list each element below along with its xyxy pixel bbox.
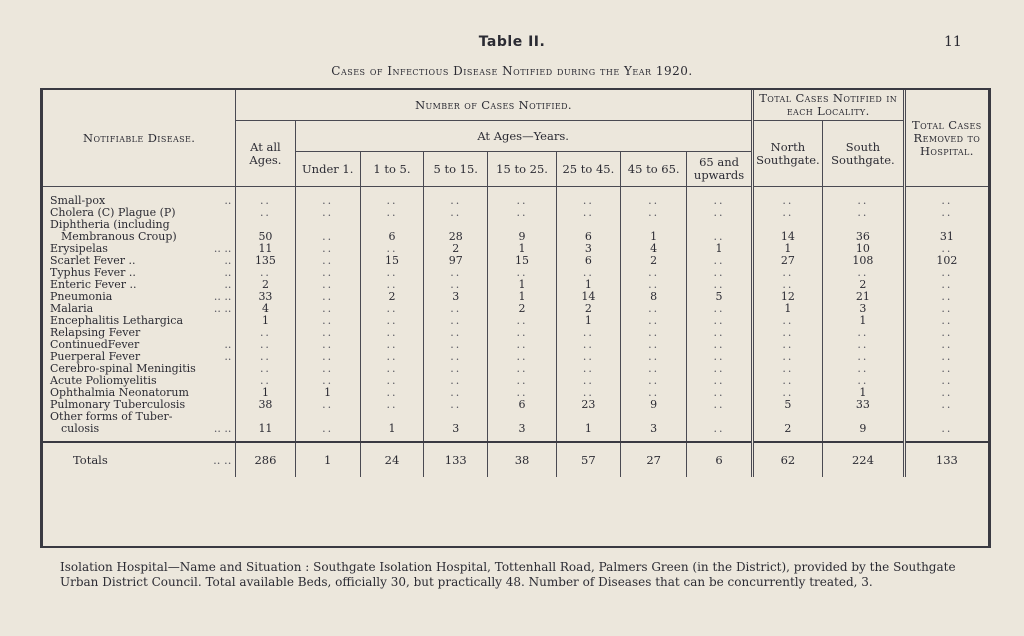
table-cell: .. <box>904 279 988 291</box>
header-age-band: Under 1. <box>295 152 360 187</box>
table-cell: .. <box>295 255 360 267</box>
table-cell: .. <box>488 387 556 399</box>
table-cell: .. <box>424 315 488 327</box>
table-cell: .. <box>904 375 988 387</box>
table-title: Table II. <box>478 34 546 50</box>
table-cell: 3 <box>424 291 488 303</box>
table-row <box>43 187 988 208</box>
table-cell: 1 <box>488 243 556 255</box>
table-cell: 11 <box>236 423 295 442</box>
table-cell: .. <box>687 255 752 267</box>
table-cell: 1 <box>556 279 620 291</box>
table-cell: .. <box>904 207 988 219</box>
totals-cell: 1 <box>295 442 360 477</box>
totals-cell: 286 <box>236 442 295 477</box>
table-row <box>43 243 988 255</box>
table-cell: .. <box>424 351 488 363</box>
table-row <box>43 399 988 411</box>
disease-name: Relapsing Fever <box>50 327 141 339</box>
table-cell: .. <box>621 375 687 387</box>
table-cell: .. <box>236 327 295 339</box>
table-cell: .. <box>621 315 687 327</box>
table-cell: .. <box>360 351 423 363</box>
table-cell: 2 <box>823 279 905 291</box>
table-cell: 31 <box>904 231 988 243</box>
totals-cell: 27 <box>621 442 687 477</box>
table-cell: .. <box>752 279 822 291</box>
table-cell: .. <box>488 351 556 363</box>
table-cell: .. <box>360 207 423 219</box>
table-cell <box>823 411 905 423</box>
header-age-band: 25 to 45. <box>556 152 620 187</box>
table-cell: .. <box>424 187 488 208</box>
table-cell: .. <box>360 399 423 411</box>
table-cell: .. <box>295 315 360 327</box>
totals-cell: 224 <box>823 442 905 477</box>
table-cell: .. <box>752 327 822 339</box>
table-cell: .. <box>621 267 687 279</box>
header-number-notified: Number of Cases Notified. <box>236 90 752 121</box>
header-at-ages: At Ages—Years. <box>295 121 752 152</box>
table-cell: .. <box>752 339 822 351</box>
table-cell: 1 <box>295 387 360 399</box>
table-cell: .. <box>556 387 620 399</box>
table-cell: .. <box>424 387 488 399</box>
table-row <box>43 315 988 327</box>
header-age-band: 45 to 65. <box>621 152 687 187</box>
header-all-ages: At all Ages. <box>236 121 295 187</box>
table-cell: .. <box>687 327 752 339</box>
totals-cell: 38 <box>488 442 556 477</box>
table-cell: .. <box>904 387 988 399</box>
table-cell <box>295 411 360 423</box>
table-cell: 23 <box>556 399 620 411</box>
disease-name: Diphtheria (including <box>50 219 170 231</box>
disease-name: Small-pox .. <box>50 194 232 207</box>
disease-name: Pneumonia .. .. <box>50 291 232 303</box>
table-cell: 3 <box>621 423 687 442</box>
table-cell: .. <box>424 267 488 279</box>
table-cell: 1 <box>236 315 295 327</box>
table-cell: .. <box>488 187 556 208</box>
table-cell: 2 <box>488 303 556 315</box>
table-cell: .. <box>488 207 556 219</box>
table-cell: .. <box>904 315 988 327</box>
table-cell: .. <box>621 351 687 363</box>
table-cell: .. <box>904 303 988 315</box>
table-cell: .. <box>295 399 360 411</box>
totals-cell: 57 <box>556 442 620 477</box>
totals-cell: 6 <box>687 442 752 477</box>
header-age-band: 65 and upwards <box>687 152 752 187</box>
table-cell: .. <box>360 363 423 375</box>
table-cell: .. <box>621 303 687 315</box>
table-cell: 14 <box>752 231 822 243</box>
table-cell: .. <box>687 267 752 279</box>
table-row <box>43 207 988 219</box>
disease-name: ContinuedFever .. <box>50 339 232 351</box>
table-cell: 1 <box>752 243 822 255</box>
disease-name: Membranous Croup) <box>61 231 177 243</box>
table-cell: .. <box>424 327 488 339</box>
table-cell: 97 <box>424 255 488 267</box>
table-cell <box>687 411 752 423</box>
disease-name: Cerebro-spinal Meningitis <box>50 363 196 375</box>
table-cell: .. <box>488 315 556 327</box>
table-cell: .. <box>752 315 822 327</box>
table-cell: 1 <box>488 291 556 303</box>
table-cell: 15 <box>488 255 556 267</box>
table-cell: .. <box>904 363 988 375</box>
table-cell: .. <box>556 267 620 279</box>
table-cell: .. <box>360 375 423 387</box>
table-cell <box>556 411 620 423</box>
table-cell <box>904 411 988 423</box>
header-age-band: 15 to 25. <box>488 152 556 187</box>
table-cell: 10 <box>823 243 905 255</box>
table-row <box>43 219 988 231</box>
table-cell: .. <box>621 327 687 339</box>
table-cell: .. <box>295 291 360 303</box>
table-cell: .. <box>424 363 488 375</box>
table-cell: .. <box>556 363 620 375</box>
table-cell: 3 <box>488 423 556 442</box>
header-locality: Total Cases Notified in each Locality. <box>752 90 904 121</box>
table-cell: 2 <box>621 255 687 267</box>
table-row <box>43 423 988 442</box>
table-cell <box>295 219 360 231</box>
disease-table <box>40 88 991 548</box>
table-cell: 27 <box>752 255 822 267</box>
table-cell: .. <box>424 207 488 219</box>
disease-name: Other forms of Tuber- <box>50 411 173 423</box>
table-cell: 14 <box>556 291 620 303</box>
table-cell: .. <box>621 279 687 291</box>
table-cell: .. <box>752 363 822 375</box>
table-cell: .. <box>360 387 423 399</box>
table-cell: .. <box>236 207 295 219</box>
table-cell: .. <box>488 363 556 375</box>
table-cell: 135 <box>236 255 295 267</box>
table-cell: .. <box>488 375 556 387</box>
table-cell: 1 <box>236 387 295 399</box>
table-row <box>43 255 988 267</box>
table-cell: 6 <box>360 231 423 243</box>
header-north: North Southgate. <box>752 121 822 187</box>
totals-cell: 133 <box>424 442 488 477</box>
page-number: 11 <box>944 34 962 50</box>
table-row <box>43 411 988 423</box>
table-cell: .. <box>621 387 687 399</box>
table-cell <box>752 411 822 423</box>
disease-name: Typhus Fever .. .. <box>50 267 232 279</box>
disease-name: Erysipelas .. .. <box>50 243 232 255</box>
table-cell: .. <box>621 207 687 219</box>
disease-name: Scarlet Fever .. .. <box>50 255 232 267</box>
table-cell <box>621 411 687 423</box>
table-cell: .. <box>904 187 988 208</box>
table-cell: .. <box>904 399 988 411</box>
table-cell: 1 <box>823 387 905 399</box>
table-cell: .. <box>236 339 295 351</box>
table-row <box>43 339 988 351</box>
table-cell: 2 <box>556 303 620 315</box>
table-cell: .. <box>424 279 488 291</box>
header-disease: Notifiable Disease. <box>43 90 236 187</box>
table-cell: .. <box>687 303 752 315</box>
table-cell <box>360 219 423 231</box>
table-cell: .. <box>488 267 556 279</box>
table-cell: 2 <box>360 291 423 303</box>
table-cell <box>236 411 295 423</box>
table-cell: .. <box>621 187 687 208</box>
disease-name: Puerperal Fever .. <box>50 351 232 363</box>
table-cell: 6 <box>488 399 556 411</box>
table-row <box>43 327 988 339</box>
table-cell: .. <box>687 339 752 351</box>
table-cell: .. <box>236 351 295 363</box>
table-cell: 12 <box>752 291 822 303</box>
table-cell: .. <box>904 243 988 255</box>
totals-cell: 62 <box>752 442 822 477</box>
table-cell: 50 <box>236 231 295 243</box>
table-cell: .. <box>556 339 620 351</box>
table-cell: .. <box>687 231 752 243</box>
disease-name: culosis .. .. <box>43 423 236 442</box>
table-cell: .. <box>360 187 423 208</box>
table-row <box>43 387 988 399</box>
table-cell: 1 <box>360 423 423 442</box>
table-cell: .. <box>360 243 423 255</box>
totals-cell: 24 <box>360 442 423 477</box>
table-cell: .. <box>687 363 752 375</box>
table-cell: .. <box>295 375 360 387</box>
table-cell: 1 <box>556 315 620 327</box>
table-cell: 1 <box>556 423 620 442</box>
totals-label: Totals .. .. <box>73 453 232 467</box>
table-cell: 5 <box>687 291 752 303</box>
table-cell: 1 <box>752 303 822 315</box>
table-cell: .. <box>295 423 360 442</box>
table-cell: .. <box>752 387 822 399</box>
table-cell: 28 <box>424 231 488 243</box>
table-cell: .. <box>488 327 556 339</box>
table-cell: .. <box>295 279 360 291</box>
table-cell <box>621 219 687 231</box>
table-cell: .. <box>687 387 752 399</box>
table-cell: 3 <box>823 303 905 315</box>
table-cell: .. <box>556 375 620 387</box>
table-cell: 9 <box>488 231 556 243</box>
table-cell <box>752 219 822 231</box>
table-cell: .. <box>236 267 295 279</box>
table-cell: 3 <box>556 243 620 255</box>
table-cell <box>556 219 620 231</box>
table-cell: .. <box>360 279 423 291</box>
table-cell: .. <box>687 375 752 387</box>
table-cell: .. <box>904 339 988 351</box>
table-row <box>43 351 988 363</box>
table-cell: .. <box>236 363 295 375</box>
table-cell <box>904 219 988 231</box>
table-cell: .. <box>295 231 360 243</box>
table-cell: .. <box>295 303 360 315</box>
table-cell: 1 <box>687 243 752 255</box>
disease-name: Acute Poliomyelitis <box>50 375 157 387</box>
table-cell: .. <box>823 207 905 219</box>
table-cell: .. <box>823 363 905 375</box>
table-cell: 36 <box>823 231 905 243</box>
table-cell <box>360 411 423 423</box>
table-cell <box>424 411 488 423</box>
table-cell: .. <box>556 207 620 219</box>
table-cell: .. <box>295 243 360 255</box>
table-cell <box>236 219 295 231</box>
header-removed: Total Cases Removed to Hospital. <box>904 90 988 187</box>
table-cell <box>488 219 556 231</box>
table-cell: .. <box>752 375 822 387</box>
table-cell: 38 <box>236 399 295 411</box>
table-cell: 1 <box>823 315 905 327</box>
table-cell: .. <box>360 315 423 327</box>
table-cell: 9 <box>621 399 687 411</box>
table-cell: 5 <box>752 399 822 411</box>
table-row <box>43 303 988 315</box>
table-cell: 8 <box>621 291 687 303</box>
table-cell <box>823 219 905 231</box>
table-cell: 21 <box>823 291 905 303</box>
table-cell: .. <box>295 207 360 219</box>
table-cell: .. <box>752 207 822 219</box>
table-cell: .. <box>424 303 488 315</box>
table-cell: .. <box>556 187 620 208</box>
disease-name: Enteric Fever .. .. <box>50 279 232 291</box>
table-cell: .. <box>687 187 752 208</box>
table-cell: .. <box>752 351 822 363</box>
table-cell: 6 <box>556 231 620 243</box>
table-cell: .. <box>687 423 752 442</box>
table-cell: .. <box>904 423 988 442</box>
table-cell: .. <box>823 375 905 387</box>
table-subtitle: Cases of Infectious Disease Notified during the Year 1920. <box>331 64 693 78</box>
disease-name: Cholera (C) Plague (P) <box>50 207 176 219</box>
table-row <box>43 291 988 303</box>
table-cell: .. <box>295 363 360 375</box>
table-cell: .. <box>236 375 295 387</box>
table-cell: 1 <box>621 231 687 243</box>
table-cell: .. <box>687 399 752 411</box>
table-cell: 4 <box>621 243 687 255</box>
table-cell: 1 <box>488 279 556 291</box>
table-cell: .. <box>823 267 905 279</box>
table-cell: 33 <box>236 291 295 303</box>
table-cell <box>687 219 752 231</box>
table-row <box>43 363 988 375</box>
table-cell: 2 <box>424 243 488 255</box>
table-cell: .. <box>295 327 360 339</box>
table-cell: .. <box>295 187 360 208</box>
table-cell: 6 <box>556 255 620 267</box>
table-row <box>43 279 988 291</box>
table-cell: .. <box>295 351 360 363</box>
table-cell: .. <box>823 351 905 363</box>
disease-name: Ophthalmia Neonatorum <box>50 387 189 399</box>
table-cell: 15 <box>360 255 423 267</box>
table-cell: .. <box>621 339 687 351</box>
table-cell: .. <box>823 339 905 351</box>
table-cell: .. <box>360 303 423 315</box>
table-cell: .. <box>424 375 488 387</box>
table-cell: .. <box>823 327 905 339</box>
table-cell: 2 <box>752 423 822 442</box>
table-cell: .. <box>295 339 360 351</box>
table-cell: .. <box>904 267 988 279</box>
disease-name: Pulmonary Tuberculosis <box>50 399 186 411</box>
table-cell: 33 <box>823 399 905 411</box>
table-cell: .. <box>424 339 488 351</box>
table-cell: 4 <box>236 303 295 315</box>
table-cell: .. <box>904 351 988 363</box>
table-cell: .. <box>687 315 752 327</box>
table-row <box>43 267 988 279</box>
table-cell: .. <box>236 187 295 208</box>
table-cell: .. <box>424 399 488 411</box>
table-cell: .. <box>752 187 822 208</box>
table-cell: .. <box>823 187 905 208</box>
header-age-band: 1 to 5. <box>360 152 423 187</box>
table-cell: 3 <box>424 423 488 442</box>
table-cell: 2 <box>236 279 295 291</box>
table-cell: .. <box>488 339 556 351</box>
table-cell: 11 <box>236 243 295 255</box>
table-cell: .. <box>687 351 752 363</box>
table-cell: .. <box>360 267 423 279</box>
table-cell: .. <box>360 327 423 339</box>
header-south: South Southgate. <box>823 121 905 187</box>
table-cell: .. <box>904 327 988 339</box>
table-cell: 9 <box>823 423 905 442</box>
table-cell: .. <box>556 351 620 363</box>
table-cell: .. <box>360 339 423 351</box>
totals-cell: 133 <box>904 442 988 477</box>
table-cell: 102 <box>904 255 988 267</box>
table-cell: .. <box>687 279 752 291</box>
table-cell: .. <box>687 207 752 219</box>
disease-name: Malaria .. .. <box>50 303 232 315</box>
table-cell: .. <box>556 327 620 339</box>
header-age-band: 5 to 15. <box>424 152 488 187</box>
disease-name: Encephalitis Lethargica <box>50 315 183 327</box>
table-row <box>43 375 988 387</box>
table-cell <box>488 411 556 423</box>
table-cell: .. <box>621 363 687 375</box>
table-cell <box>424 219 488 231</box>
footnote: Isolation Hospital—Name and Situation : Southgate Isolation Hospital, Tottenhall Road, Palmers Green (in the District), provided by the Southgate Urban District Council. Total available Beds, officially 30, but practically 48. Number of Diseases that can be concurrently treated, 3. <box>60 560 956 589</box>
table-cell: 108 <box>823 255 905 267</box>
table-cell: .. <box>904 291 988 303</box>
table-cell: .. <box>752 267 822 279</box>
table-row <box>43 231 988 243</box>
table-cell: .. <box>295 267 360 279</box>
